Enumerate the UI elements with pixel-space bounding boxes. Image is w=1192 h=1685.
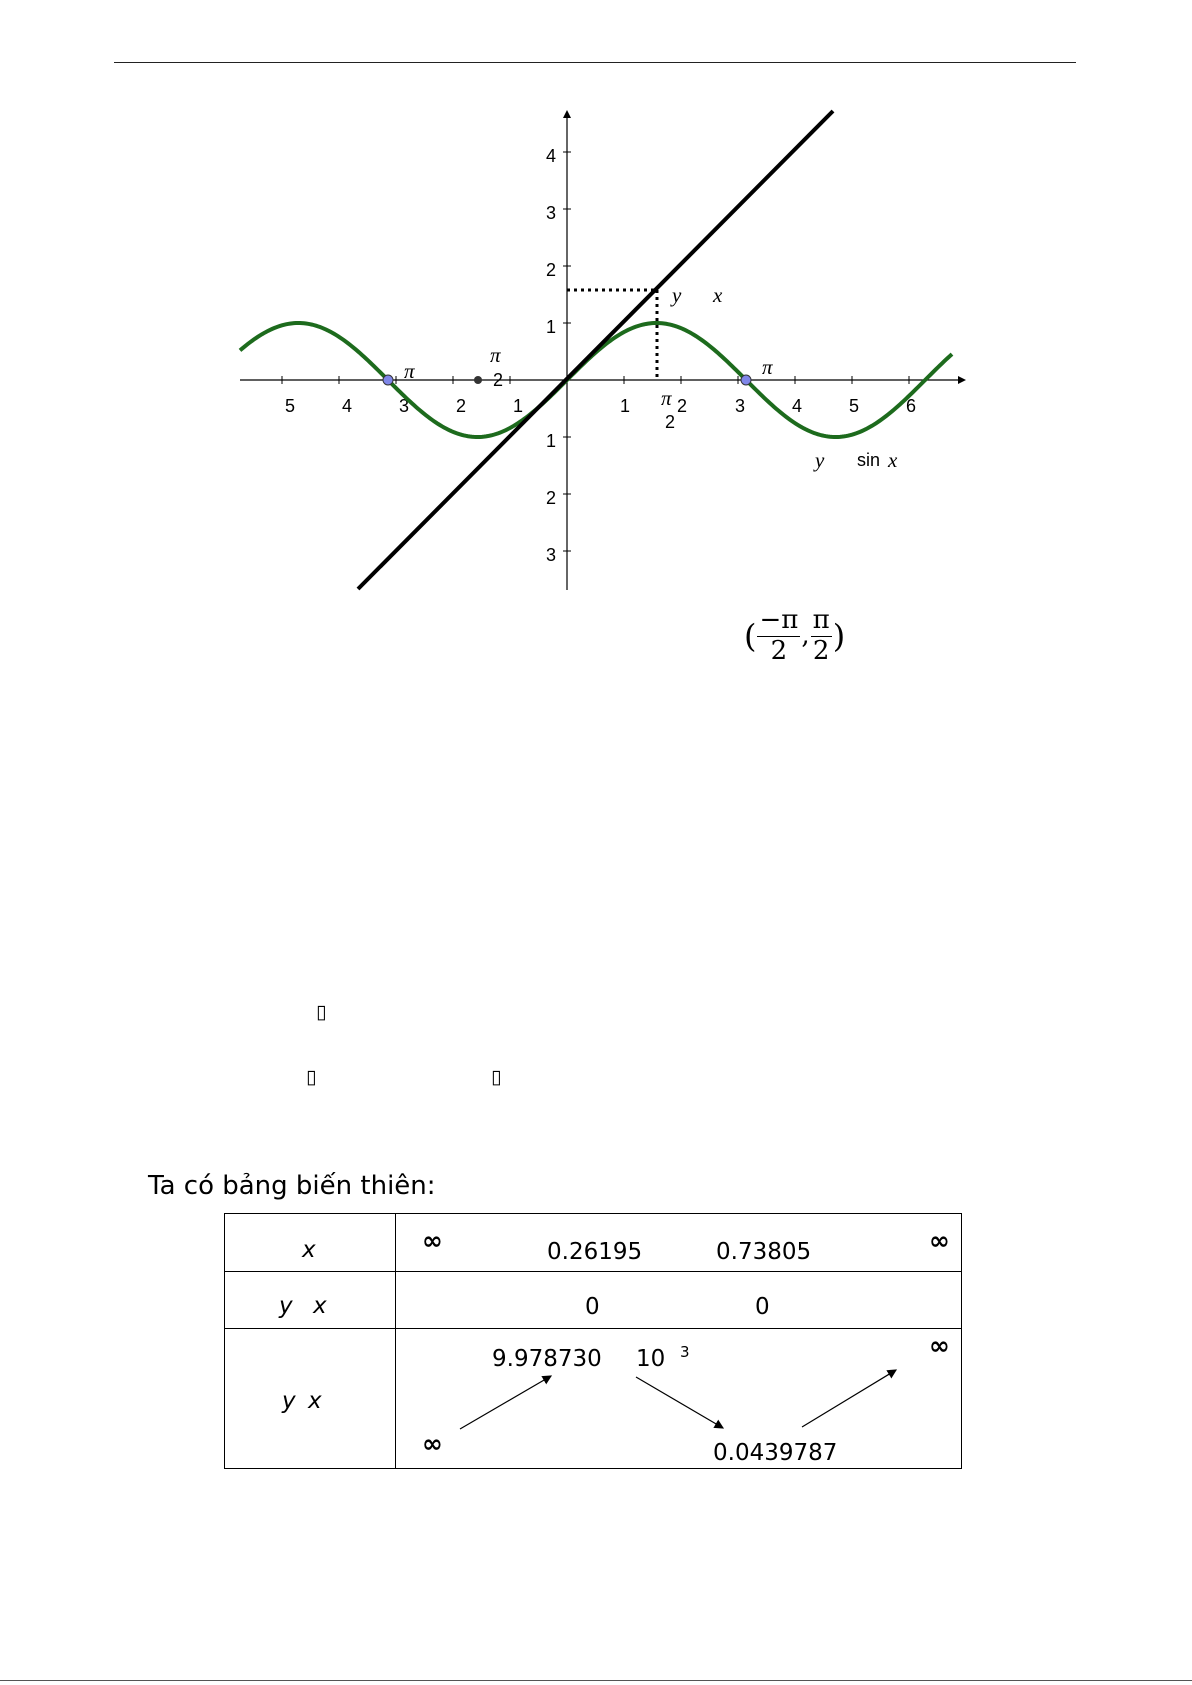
local-max-mantissa: 9.978730 (492, 1346, 602, 1372)
x-tick-label: 5 (285, 396, 296, 416)
interval-close-paren: ) (832, 617, 846, 656)
y-tick-label: 4 (546, 146, 557, 166)
x-tick-label: 1 (620, 396, 631, 416)
label-neg-half-pi-num: π (490, 343, 501, 367)
interval-expression (744, 606, 845, 667)
variation-table (224, 1213, 962, 1469)
label-neg-pi: π (404, 359, 415, 383)
arrow-increasing-1 (460, 1376, 551, 1429)
interval-num-right: π (812, 605, 830, 635)
zero-point-neg-pi (383, 375, 393, 385)
interval-den-left: 2 (770, 635, 788, 666)
missing-glyph-3: ▯ (491, 1066, 502, 1088)
x-tick-label: 4 (342, 396, 353, 416)
point-neg-half-pi (474, 376, 482, 384)
label-half-pi-den: 2 (665, 412, 676, 432)
sine-label-y: y (815, 448, 825, 472)
function-graph (0, 0, 1192, 700)
interval-open-paren: ( (744, 617, 757, 656)
footer-rule (0, 1680, 1192, 1681)
x-tick-label: 5 (849, 396, 860, 416)
variation-arrows (225, 1214, 961, 1468)
neg-infinity-fn: ∞ (422, 1429, 443, 1458)
deriv-zero-1: 0 (585, 1294, 600, 1320)
y-tick-label: 2 (546, 260, 557, 280)
interval-fraction-left (757, 606, 800, 667)
arrow-decreasing (636, 1377, 723, 1428)
x-tick-label: 2 (677, 396, 688, 416)
row-label-deriv-x: x (313, 1293, 327, 1319)
y-tick-label: 1 (546, 317, 557, 337)
label-pi: π (762, 355, 773, 379)
x-tick-label: 6 (906, 396, 917, 416)
neg-infinity: ∞ (422, 1226, 443, 1255)
local-max-base: 10 (636, 1346, 666, 1372)
interval-comma: , (801, 620, 810, 651)
y-tick-label: 3 (546, 545, 557, 565)
pos-infinity: ∞ (929, 1226, 950, 1255)
interval-fraction-right (811, 606, 832, 667)
label-neg-half-pi-den: 2 (493, 370, 504, 390)
pos-infinity-fn: ∞ (929, 1331, 950, 1360)
x-tick-label: 3 (735, 396, 746, 416)
local-max-exponent: 3 (680, 1343, 690, 1361)
deriv-zero-2: 0 (755, 1294, 770, 1320)
row-label-fn-y: y (282, 1388, 296, 1414)
x-tick-label: 4 (792, 396, 803, 416)
x-critical-2: 0.73805 (716, 1239, 812, 1265)
y-tick-label: 3 (546, 203, 557, 223)
line-label-x: x (713, 283, 723, 307)
y-tick-label: 2 (546, 488, 557, 508)
y-axis-arrow (563, 110, 571, 118)
row-label-fn-x: x (308, 1388, 322, 1414)
local-min-value: 0.0439787 (713, 1440, 838, 1466)
x-tick-label: 2 (456, 396, 467, 416)
label-half-pi-num: π (661, 386, 672, 410)
x-tick-label: 3 (399, 396, 410, 416)
variation-table-heading: Ta có bảng biến thiên: (148, 1171, 436, 1201)
row-label-deriv-y: y (279, 1293, 293, 1319)
line-label-y: y (672, 283, 682, 307)
x-critical-1: 0.26195 (547, 1239, 643, 1265)
y-tick-label: 1 (546, 431, 557, 451)
interval-den-right: 2 (812, 635, 830, 666)
interval-num-left: −π (759, 605, 799, 635)
row-label-x: x (302, 1237, 316, 1263)
x-axis-arrow (958, 376, 966, 384)
sine-label-x: x (888, 448, 898, 472)
identity-line (358, 111, 833, 589)
zero-point-pi (741, 375, 751, 385)
arrow-increasing-2 (802, 1370, 896, 1427)
sine-label-sin: sin (857, 450, 881, 470)
missing-glyph-1: ▯ (316, 1001, 327, 1023)
missing-glyph-2: ▯ (306, 1066, 317, 1088)
x-tick-label: 1 (513, 396, 524, 416)
